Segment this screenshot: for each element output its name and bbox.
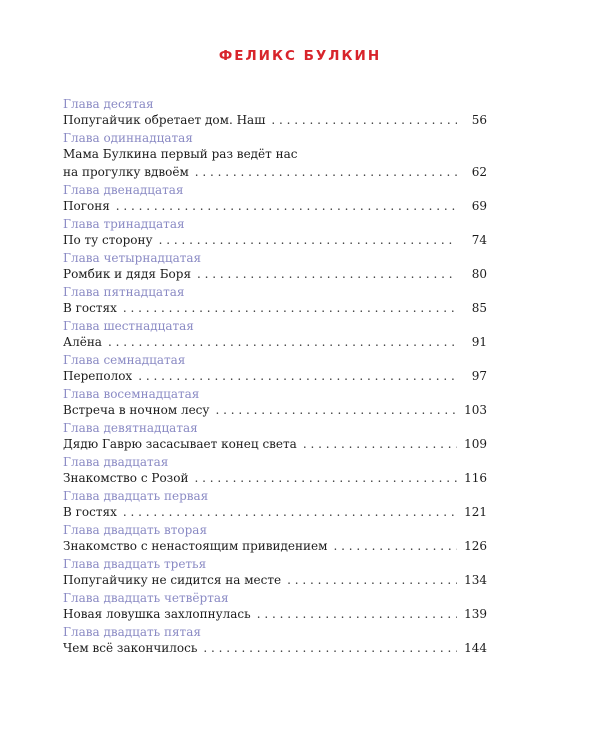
chapter-title: на прогулку вдвоём (63, 165, 189, 179)
dot-leader (333, 538, 457, 555)
chapter-label: Глава одиннадцатая (63, 131, 193, 145)
page-number: 121 (464, 505, 487, 519)
dot-leader (195, 164, 457, 181)
chapter-title: В гостях (63, 301, 117, 315)
page-number: 134 (464, 573, 487, 587)
toc-entry-row (63, 266, 487, 283)
dot-leader (271, 112, 457, 129)
dot-leader (123, 504, 457, 521)
toc-chapter (63, 352, 487, 385)
dot-leader (197, 266, 457, 283)
toc-chapter (63, 420, 487, 453)
toc-entry-row (63, 538, 487, 555)
chapter-title: Знакомство с Розой (63, 471, 189, 485)
toc-entry-row (63, 334, 487, 351)
dot-leader (215, 402, 457, 419)
dot-leader (287, 572, 457, 589)
toc-chapter (63, 284, 487, 317)
toc-chapter (63, 624, 487, 657)
dot-leader (203, 640, 457, 657)
toc-chapter (63, 386, 487, 419)
dot-leader (116, 198, 457, 215)
chapter-title: Новая ловушка захлопнулась (63, 607, 251, 621)
dot-leader (123, 300, 457, 317)
dot-leader (138, 368, 457, 385)
book-title: ФЕЛИКС БУЛКИН (218, 48, 382, 64)
toc-entry-row (63, 232, 487, 249)
dot-leader (194, 470, 457, 487)
dot-leader (303, 436, 457, 453)
page-number: 69 (471, 199, 487, 213)
page-number: 62 (471, 165, 487, 179)
chapter-title-line: Мама Булкина первый раз ведёт нас (63, 147, 298, 161)
table-of-contents (63, 96, 487, 658)
toc-entry-row (63, 368, 487, 385)
page-number: 144 (464, 641, 487, 655)
page-number: 126 (464, 539, 487, 553)
toc-entry-row (63, 300, 487, 317)
chapter-title: Знакомство с ненастоящим привидением (63, 539, 328, 553)
chapter-label: Глава девятнадцатая (63, 421, 198, 435)
dot-leader (257, 606, 457, 623)
chapter-label: Глава двенадцатая (63, 183, 184, 197)
chapter-label: Глава пятнадцатая (63, 285, 185, 299)
chapter-title: Дядю Гаврю засасывает конец света (63, 437, 297, 451)
chapter-label: Глава двадцать первая (63, 489, 209, 503)
page-number: 109 (464, 437, 487, 451)
toc-chapter (63, 590, 487, 623)
toc-entry-row (63, 470, 487, 487)
page-number: 56 (471, 113, 487, 127)
chapter-label: Глава двадцать вторая (63, 523, 208, 537)
toc-chapter (63, 216, 487, 249)
page-number: 97 (471, 369, 487, 383)
toc-chapter (63, 182, 487, 215)
toc-chapter (63, 488, 487, 521)
toc-entry-row (63, 164, 487, 181)
chapter-title: Алёна (63, 335, 102, 349)
toc-chapter (63, 250, 487, 283)
dot-leader (108, 334, 457, 351)
chapter-label: Глава двадцать третья (63, 557, 207, 571)
dot-leader (159, 232, 457, 249)
chapter-title: Встреча в ночном лесу (63, 403, 210, 417)
chapter-label: Глава десятая (63, 97, 154, 111)
toc-chapter (63, 130, 487, 181)
toc-entry-row (63, 402, 487, 419)
chapter-title: Чем всё закончилось (63, 641, 198, 655)
chapter-label: Глава двадцать пятая (63, 625, 201, 639)
chapter-label: Глава четырнадцатая (63, 251, 202, 265)
toc-chapter (63, 556, 487, 589)
page-number: 80 (471, 267, 487, 281)
toc-entry-row (63, 436, 487, 453)
chapter-title: Ромбик и дядя Боря (63, 267, 192, 281)
chapter-label: Глава шестнадцатая (63, 319, 194, 333)
chapter-title: Погоня (63, 199, 110, 213)
toc-chapter (63, 454, 487, 487)
chapter-title: Переполох (63, 369, 133, 383)
chapter-label: Глава тринадцатая (63, 217, 185, 231)
toc-entry-row (63, 572, 487, 589)
page-number: 103 (464, 403, 487, 417)
chapter-title: В гостях (63, 505, 117, 519)
chapter-label: Глава семнадцатая (63, 353, 186, 367)
page-number: 74 (471, 233, 487, 247)
chapter-label: Глава двадцатая (63, 455, 169, 469)
page-number: 139 (464, 607, 487, 621)
chapter-title: По ту сторону (63, 233, 153, 247)
page-number: 116 (464, 471, 487, 485)
chapter-label: Глава восемнадцатая (63, 387, 200, 401)
toc-chapter (63, 96, 487, 129)
page-number: 85 (471, 301, 487, 315)
chapter-title: Попугайчику не сидится на месте (63, 573, 282, 587)
chapter-label: Глава двадцать четвёртая (63, 591, 229, 605)
toc-entry-row (63, 640, 487, 657)
toc-entry-row (63, 504, 487, 521)
toc-chapter (63, 522, 487, 555)
chapter-title: Попугайчик обретает дом. Наш (63, 113, 266, 127)
toc-entry-row (63, 606, 487, 623)
toc-chapter (63, 318, 487, 351)
page-number: 91 (471, 335, 487, 349)
toc-entry-row (63, 112, 487, 129)
toc-entry-row (63, 198, 487, 215)
